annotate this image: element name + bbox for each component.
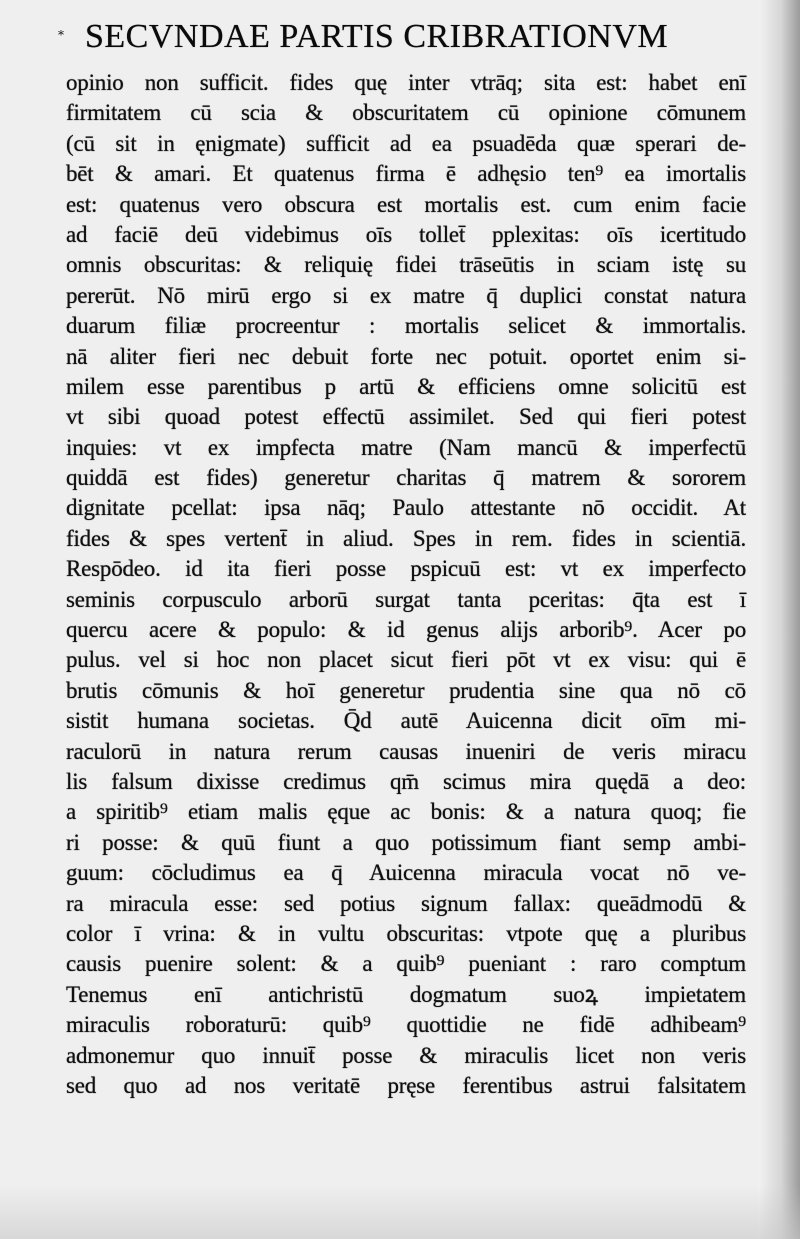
text-line: quercu acere & populo: & id genus alijs arborib⁹. Acer po bbox=[66, 617, 746, 643]
text-line: sed quo ad nos veritatē pręse ferentibus astrui falsitatem bbox=[66, 1072, 746, 1098]
text-line: Tenemus enī antichristū dogmatum suoꝝ impietatem bbox=[66, 981, 746, 1007]
text-line: miraculis roboraturū: quib⁹ quottidie ne fidē adhibeam⁹ bbox=[66, 1012, 746, 1038]
text-line: (cū sit in ęnigmate) sufficit ad ea psuadēda quæ sperari de- bbox=[66, 130, 746, 156]
page-bottom-shadow bbox=[0, 1185, 800, 1239]
text-line: fides & spes vertent̄ in aliud. Spes in rem. fides in scientiā. bbox=[66, 525, 746, 551]
text-line: quiddā est fides) generetur charitas q̄ matrem & sororem bbox=[66, 465, 746, 491]
text-line: brutis cōmunis & hoī generetur prudentia sine qua nō cō bbox=[66, 677, 746, 703]
text-line: bēt & amari. Et quatenus firma ē adhęsio ten⁹ ea imortalis bbox=[66, 161, 746, 187]
text-line: ad faciē deū videbimus oīs tollet̄ pplexitas: oīs icertitudo bbox=[66, 221, 746, 247]
text-line: nā aliter fieri nec debuit forte nec potuit. oportet enim si- bbox=[66, 343, 746, 369]
text-line: a spiritib⁹ etiam malis ęque ac bonis: & a natura quoq; fie bbox=[66, 799, 746, 825]
text-line: est: quatenus vero obscura est mortalis est. cum enim facie bbox=[66, 191, 746, 217]
text-line: omnis obscuritas: & reliquię fidei trāseūtis in sciam istę su bbox=[66, 252, 746, 278]
text-line: color ī vrina: & in vultu obscuritas: vtpote quę a pluribus bbox=[66, 920, 746, 946]
text-line: sistit humana societas. Q̄d autē Auicenna dicit oīm mi- bbox=[66, 708, 746, 734]
corner-mark: * bbox=[58, 28, 64, 42]
text-line: vt sibi quoad potest effectū assimilet. Sed qui fieri potest bbox=[66, 404, 746, 430]
text-line: causis puenire solent: & a quib⁹ pueniant : raro comptum bbox=[66, 951, 746, 977]
text-line: duarum filiæ procreentur : mortalis selicet & immortalis. bbox=[66, 313, 746, 339]
text-line: ri posse: & quū fiunt a quo potissimum fiant semp ambi- bbox=[66, 829, 746, 855]
body-text bbox=[66, 68, 746, 1128]
text-line: pererūt. Nō mirū ergo si ex matre q̄ duplici constat natura bbox=[66, 282, 746, 308]
running-head: SECVNDAE PARTIS CRIBRATIONVM bbox=[85, 18, 669, 55]
text-line: raculorū in natura rerum causas inueniri de veris miracu bbox=[66, 738, 746, 764]
text-line: Respōdeo. id ita fieri posse pspicuū est: vt ex imperfecto bbox=[66, 556, 746, 582]
text-line: opinio non sufficit. fides quę inter vtrāq; sita est: habet enī bbox=[66, 70, 746, 95]
text-line: firmitatem cū scia & obscuritatem cū opinione cōmunem bbox=[66, 100, 746, 126]
page-edge-shadow bbox=[758, 0, 800, 1239]
text-line: dignitate pcellat: ipsa nāq; Paulo attestante nō occidit. At bbox=[66, 495, 746, 521]
text-line: ra miracula esse: sed potius signum fallax: queādmodū & bbox=[66, 890, 746, 916]
text-line: admonemur quo innuit̄ posse & miraculis licet non veris bbox=[66, 1042, 746, 1068]
text-line: inquies: vt ex impfecta matre (Nam mancū & imperfectū bbox=[66, 434, 746, 460]
text-line: milem esse parentibus p artū & efficiens omne solicitū est bbox=[66, 373, 746, 399]
text-line: seminis corpusculo arborū surgat tanta pceritas: q̄ta est ī bbox=[66, 586, 746, 612]
text-line: guum: cōcludimus ea q̄ Auicenna miracula vocat nō ve- bbox=[66, 860, 746, 886]
text-line: lis falsum dixisse credimus qm̄ scimus mira quędā a deo: bbox=[66, 768, 746, 794]
text-line: pulus. vel si hoc non placet sicut fieri pōt vt ex visu: qui ē bbox=[66, 647, 746, 673]
